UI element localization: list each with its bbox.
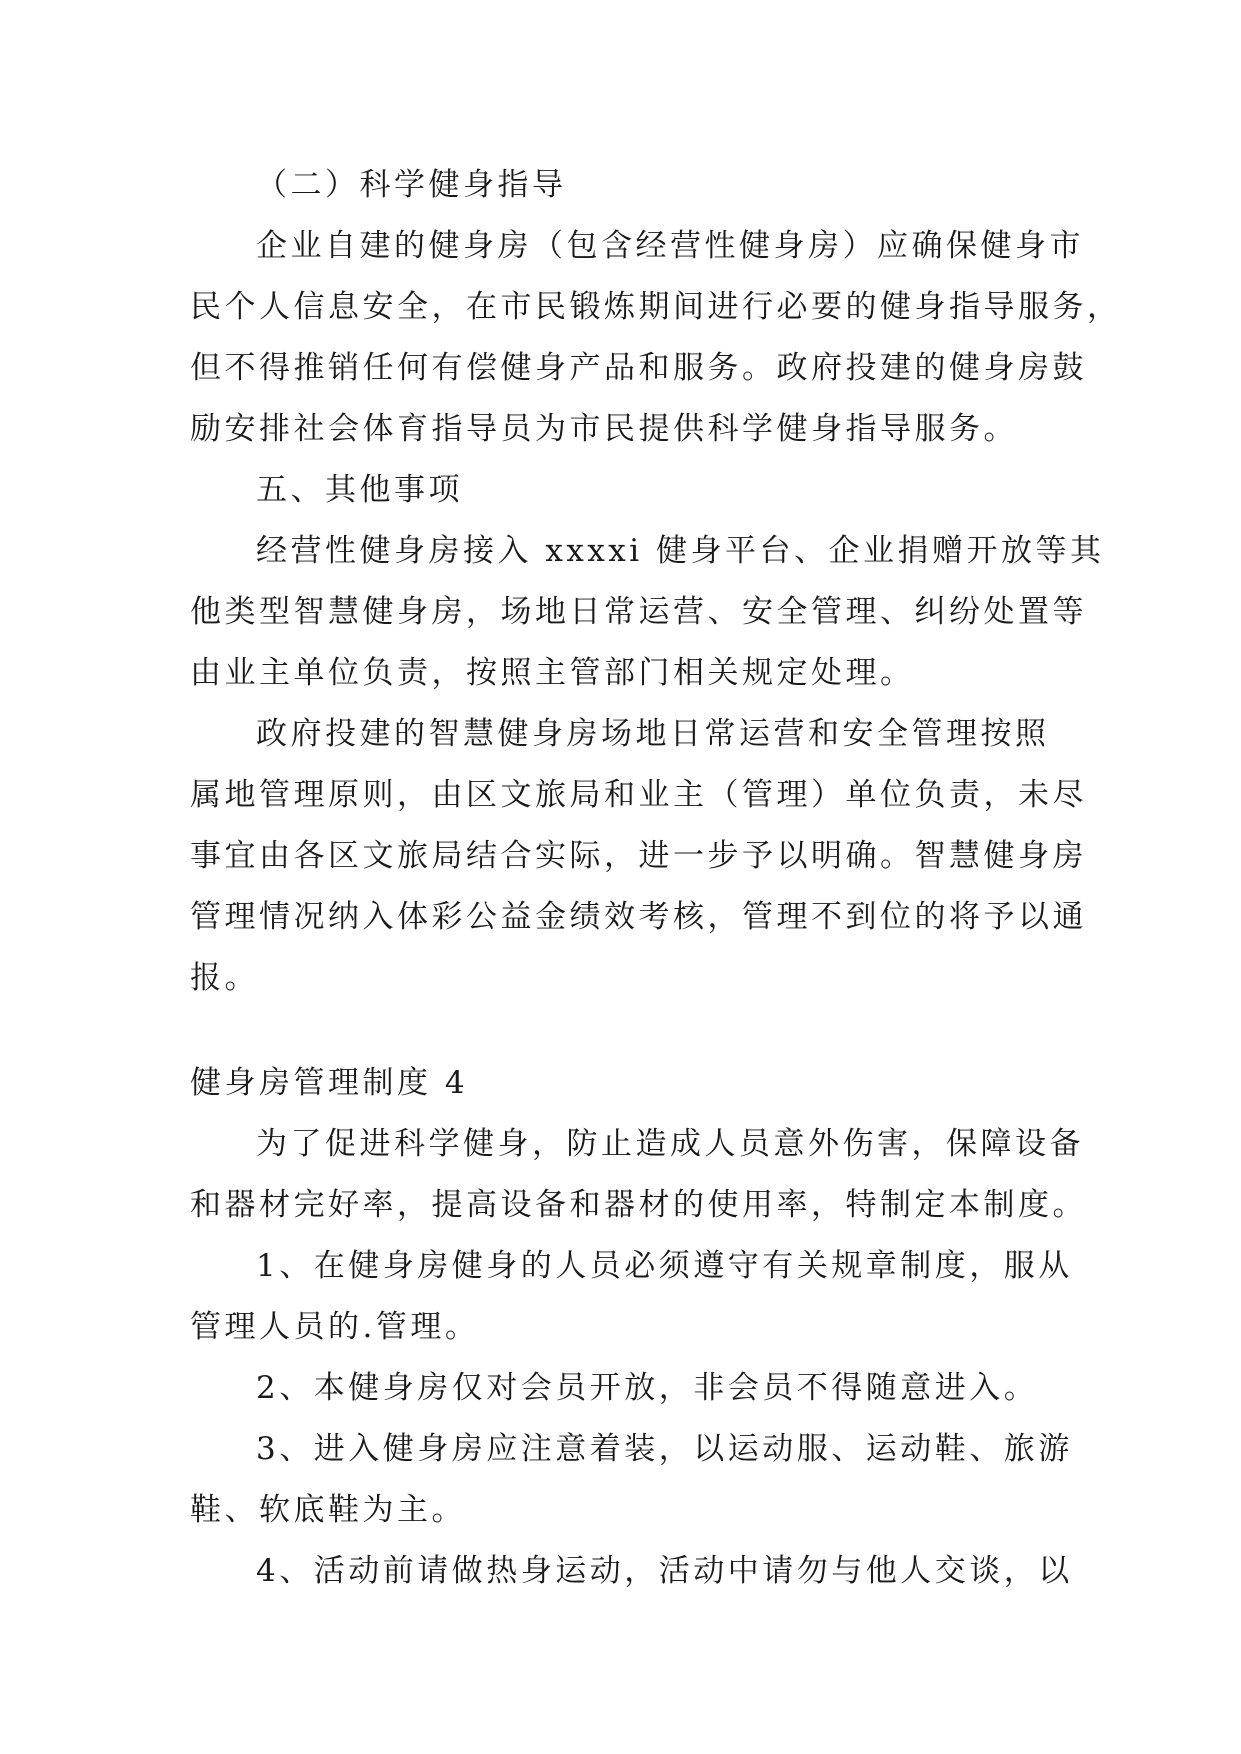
paragraph-line: 鞋、软底鞋为主。 (190, 1492, 466, 1528)
section-heading-other-matters: 五、其他事项 (256, 472, 463, 508)
paragraph-line: 励安排社会体育指导员为市民提供科学健身指导服务。 (190, 411, 1018, 447)
document-body (190, 155, 1122, 1602)
rule-item-1: 1、在健身房健身的人员必须遵守有关规章制度，服从 (256, 1248, 1073, 1284)
paragraph-line: 管理人员的.管理。 (190, 1309, 480, 1345)
rule-item-3: 3、进入健身房应注意着装，以运动服、运动鞋、旅游 (256, 1431, 1073, 1467)
paragraph-line: 管理情况纳入体彩公益金绩效考核，管理不到位的将予以通 (190, 899, 1087, 935)
rule-item-4: 4、活动前请做热身运动，活动中请勿与他人交谈，以 (256, 1553, 1073, 1589)
paragraph-line: 他类型智慧健身房，场地日常运营、安全管理、纠纷处置等 (190, 594, 1087, 630)
paragraph-line: 由业主单位负责，按照主管部门相关规定处理。 (190, 655, 915, 691)
paragraph-line: 经营性健身房接入 xxxxi 健身平台、企业捐赠开放等其 (256, 533, 1105, 569)
paragraph-line: 民个人信息安全，在市民锻炼期间进行必要的健身指导服务， (190, 289, 1122, 325)
paragraph-line: 和器材完好率，提高设备和器材的使用率，特制定本制度。 (190, 1187, 1087, 1223)
paragraph-line: 报。 (190, 960, 259, 996)
document-section-title: 健身房管理制度 4 (190, 1065, 469, 1101)
paragraph-line: 但不得推销任何有偿健身产品和服务。政府投建的健身房鼓 (190, 350, 1087, 386)
paragraph-line: 企业自建的健身房（包含经营性健身房）应确保健身市 (256, 228, 1084, 264)
paragraph-line: 事宜由各区文旅局结合实际，进一步予以明确。智慧健身房 (190, 838, 1087, 874)
paragraph-line: 政府投建的智慧健身房场地日常运营和安全管理按照 (256, 716, 1050, 752)
section-spacer (190, 1009, 1090, 1053)
paragraph-line: 为了促进科学健身，防止造成人员意外伤害，保障设备 (256, 1126, 1084, 1162)
rule-item-2: 2、本健身房仅对会员开放，非会员不得随意进入。 (256, 1370, 1039, 1406)
section-heading-fitness-guidance: （二）科学健身指导 (256, 167, 567, 203)
paragraph-line: 属地管理原则，由区文旅局和业主（管理）单位负责，未尽 (190, 777, 1087, 813)
